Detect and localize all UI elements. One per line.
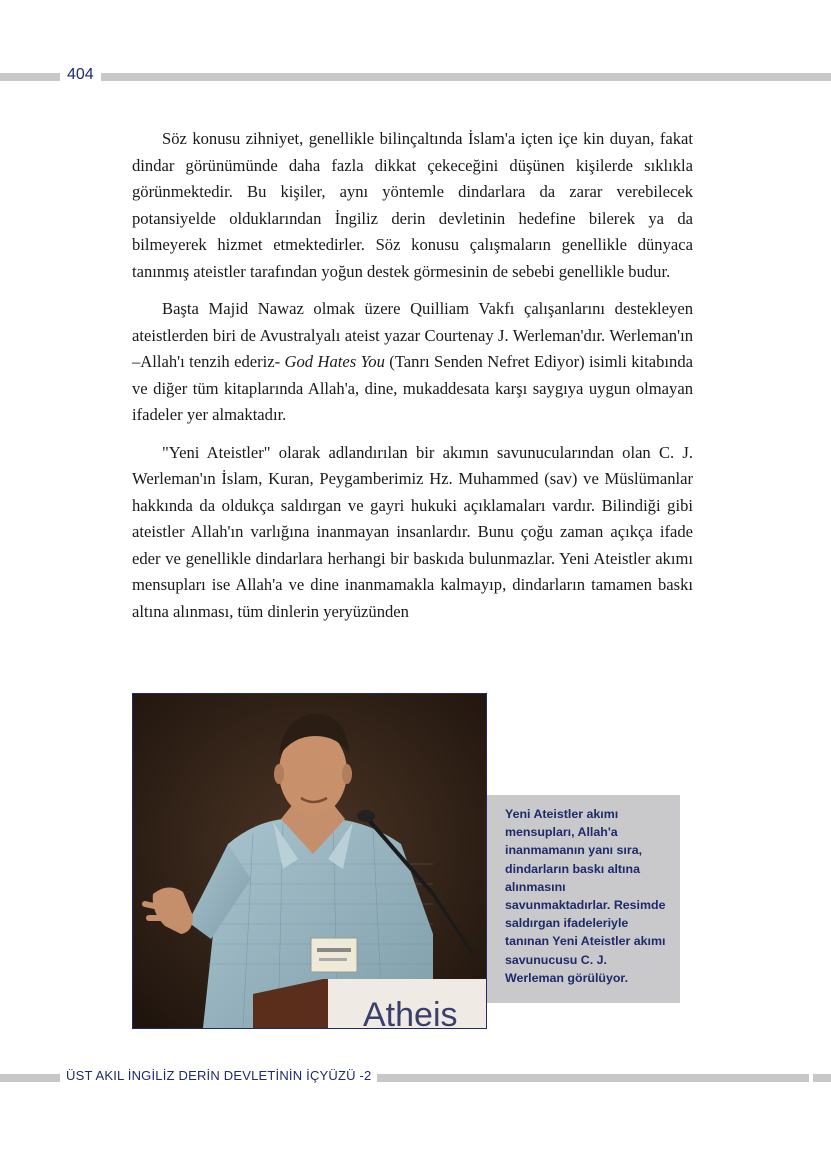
- paragraph-3: "Yeni Ateistler" olarak adlandırılan bir akımın savunucularından olan C. J. Werleman'ın İslam, Kuran, Peygamberimiz Hz. Muhammed (sav) ve Müslümanlar hakkında da oldukça saldırgan ve gayri hukuki açıklamaları vardır. Bilindiği gibi ateistler Allah'ın varlığına inanmayan insanlardır. Bunu çoğu zaman açıkça ifade eder ve genellikle dindarlara herhangi bir baskıda bulunmazlar. Yeni Ateistler akımı mensupları ise Allah'a ve dine inanmamakla kalmayıp, dindarların tamamen baskı altına alınması, tüm dinlerin yeryüzünden: [132, 442, 693, 621]
- paragraph-1: Söz konusu zihniyet, genellikle bilinçaltında İslam'a içten içe kin duyan, fakat dindar görünümünde daha fazla dikkat çekeceğini düşünen kişilerde sıklıkla görünmektedir. Bu kişiler, aynı yöntemle dindarlara da zarar verebilecek potansiyelde olduklarından İngiliz derin devletinin hedefine bilerek ya da bilmeyerek hizmet etmektedirler. Söz konusu çalışmaların genellikle dünyaca tanınmış ateistler tarafından yoğun destek görmesinin de sebebi genellikle budur.: [132, 129, 693, 281]
- photo-caption: [487, 795, 680, 1003]
- paragraph-2-part-1: Başta Majid Nawaz olmak üzere Quilliam Vakfı çalışanlarını destekleyen ateistlerden biri de Avustralyalı ateist yazar Courtenay J. Werleman'dır. Werleman'ın –Allah'ı tenzih ederiz-: [132, 299, 693, 371]
- article-body: [132, 126, 693, 636]
- header-bar-right: [101, 73, 831, 81]
- book-title-italic: God Hates You: [284, 352, 385, 371]
- caption-text: Yeni Ateistler akımı mensupları, Allah'a inanmamanın yanı sıra, dindarların baskı altına alınmasını savunmaktadırlar. Resimde saldırgan ifadeleriyle tanınan Yeni Ateistler akımı savunucusu C. J. Werleman görülüyor.: [505, 807, 666, 985]
- page-number: 404: [67, 66, 94, 83]
- podium-sign-text: Atheis: [363, 996, 458, 1028]
- footer-bar-left: [0, 1074, 60, 1082]
- header-bar-left: [0, 73, 60, 81]
- footer-bar-end: [813, 1074, 831, 1082]
- paragraph-2: [132, 296, 693, 429]
- paragraph-2-part-2: (Tanrı Senden Nefret Ediyor) isimli kitabında ve diğer tüm kitaplarında Allah'a, dine, mukaddesata karşı saygıya uygun olmayan ifadeler yer almaktadır.: [132, 352, 693, 424]
- speaker-photo: [132, 693, 487, 1029]
- footer-bar-right: [377, 1074, 809, 1082]
- footer-book-title: ÜST AKIL İNGİLİZ DERİN DEVLETİNİN İÇYÜZÜ -2: [66, 1068, 372, 1083]
